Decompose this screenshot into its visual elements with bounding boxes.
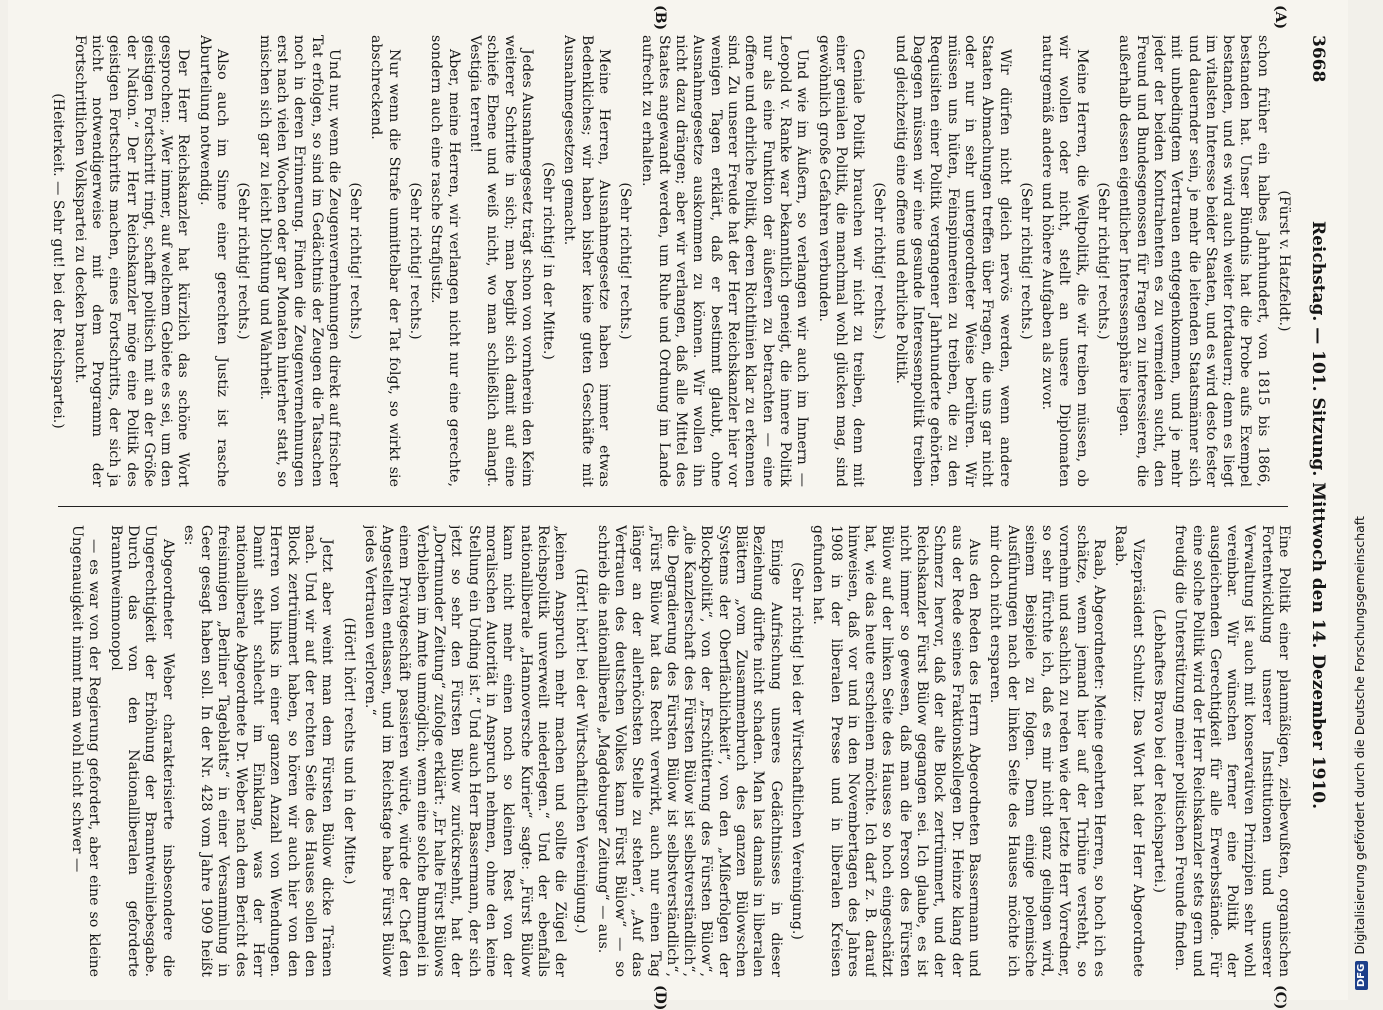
margin-mark-c: (C) [1272,985,1288,1010]
credit-text: Digitalisierung gefördert durch die Deutsche Forschungsgemeinschaft [1352,516,1367,955]
paragraph: Also auch im Sinne einer gerechten Justiz ist rasche Aburteilung notwendig. [196,35,231,487]
paragraph: (Hört! hört! rechts und in der Mitte.) [340,617,357,885]
margin-mark-b: (B) [652,5,668,31]
paragraph: Wir dürfen nicht gleich nervös werden, wenn andere Staaten Abmachungen treffen über Fragen, die uns gar nicht oder nur in sehr untergeordneter Weise berühren. Wir müssen uns hüten, Feinspinnereien zu treiben, die zu den Requisiten einer Politik vergangener Jahrhunderte gehörten. Dagegen müssen wir eine gesunde Interessenpolitik treiben und gleichzeitig eine offene und ehrliche Politik. [892,35,1013,487]
paragraph: (Sehr richtig! rechts.) [235,182,252,340]
paragraph: Und nur, wenn die Zeugenvernehmungen direkt auf frischer Tat erfolgen, so sind im Gedächtnis der Zeugen die Tatsachen noch in deren Erinnerung. Finden die Zeugenvernehmungen erst nach vielen Wochen oder gar Monaten hinterher statt, so mischen sich gar zu leicht Dichtung und Wahrheit. [256,35,342,487]
paragraph: Jedes Ausnahmegesetz trägt schon von vornherein den Keim weiterer Schritte in sich; man begibt sich damit auf eine schiefe Ebene und weiß nicht, wo man schließlich anlangt. Vestigia terrent! [466,35,535,487]
paragraph: Meine Herren, die Weltpolitik, die wir treiben müssen, ob wir wollen oder nicht, stellt an unsere Diplomaten naturgemäß andere und höhere Aufgaben als zuvor. [1039,35,1090,487]
margin-mark-a: (A) [1272,5,1288,30]
paragraph: Geniale Politik brauchen wir nicht zu treiben, denn mit einer genialen Politik, die manchmal wohl glücken mag, sind gewöhnlich große Gefahren verbunden. [815,35,867,487]
paragraph: (Sehr richtig! rechts.) [617,182,634,340]
dfg-logo: DFG [1355,961,1368,990]
paragraph: Eine Politik einer planmäßigen, zielbewußten, organischen Fortentwicklung unserer Institutionen und unserer Verwaltung ist auch mit konservativen Prinzipien sehr wohl vereinbar. Wir wünschen ferner eine Politik der ausgleichenden Gerechtigkeit für alle Erwerbsstände. Für eine solche Politik wird der Herr Reichskanzler stets gern und freudig die Unterstützung meiner politischen Freunde finden. [1172,525,1292,977]
page-number: 3668 [1308,35,1328,83]
paragraph: Nur wenn die Strafe unmittelbar der Tat folgt, so wirkt sie abschreckend. [368,35,402,487]
page-header [1298,35,1328,995]
paragraph: (Hört! hört! bei der Wirtschaftlichen Vereinigung.) [573,568,590,934]
paragraph: Meine Herren, Ausnahmegesetze haben immer etwas Bedenkliches; wir haben bisher keine guten Geschäfte mit Ausnahmegesetzen gemacht. [561,35,613,487]
right-text-column [42,525,1292,977]
paragraph: Aber, meine Herren, wir verlangen nicht nur eine gerechte, sondern auch eine rasche Strafjustiz. [428,35,462,487]
paragraph: — es war von der Regierung gefordert, aber eine so kleine Ungenauigkeit nimmt man wohl nicht schwer — [69,525,103,977]
paragraph: Einige Aufrischung unseres Gedächtnisses in dieser Beziehung dürfte nicht schaden. Man las damals in liberalen Blättern „vom Zusammenbruch des ganzen Bülowschen Systems der Oberflächlichkeit“, von den „Mißerfolgen der Blockpolitik“, von der „Erschütterung des Fürsten Bülow“, „die Kanzlerschaft des Fürsten Bülow ist selbstverständlich“, die Degradierung des Fürsten Bülow ist selbstverständlich“, „Fürst Bülow hat das Recht verwirkt, auch nur einen Tag länger an der allerhöchsten Stelle zu stehen“, „Auf das Vertrauen des deutschen Volkes kann Fürst Bülow“ — so schrieb die nationalliberale „Magdeburger Zeitung“ — aus. [594,525,784,977]
left-text-column [42,35,1292,487]
digitization-credit [1352,0,1374,990]
paragraph: Aus den Reden des Herrn Abgeordneten Bassermann und aus der Rede seines Fraktionskollegen Dr. Heinze klang der Schmerz hervor, daß der alte Block zertrümmert, und der Reichskanzler Fürst Bülow gegangen sei. Ich glaube, es ist nicht immer so gewesen, daß man die Person des Fürsten Bülow auf der linken Seite des Hauses so hoch eingeschätzt hat, wie das heute erscheinen möchte. Ich darf z. B. darauf hinweisen, daß vor und in den Novembertagen des Jahres 1908 in der liberalen Presse und in liberalen Kreisen gefunden hat. [810,525,982,977]
paragraph: (Sehr richtig! in der Mitte.) [540,162,557,360]
paragraph: „keinen Anspruch mehr machen und sollte die Zügel der Reichspolitik unverweilt niederlegen.“ Und der ebenfalls nationalliberale „Hannoversche Kurier“ sagte: „Fürst Bülow kann nicht mehr einen noch so kleinen Rest von der moralischen Autorität in Anspruch nehmen, ohne den keine Stellung ein Unding ist.“ Und auch Herr Bassermann, der sich jetzt so sehr den Fürsten Bülow zurückrsehnt, hat der „Dortmunder Zeitung“ zufolge erklärt: „Er halte Fürst Bülows Verbleiben im Amte unmöglich; wenn eine solche Bummelei in einem Privatgeschäft passieren würde, würde der Chef den Angestellten entlassen, und im Reichstage habe Fürst Bülow jedes Vertrauen verloren.“ [361,525,569,977]
paragraph: Vizepräsident Schultz: Das Wort hat der Herr Abgeordnete Raab. [1112,525,1146,977]
paragraph: schon früher ein halbes Jahrhundert, von 1815 bis 1866, bestanden hat. Unser Bündnis hat die Probe aufs Exempel bestanden, und es wird auch weiter fortdauern; denn es liegt im vitalsten Interesse beider Staaten, und es wird desto fester und dauernder sein, je mehr die leitenden Staatsmänner sich mit unbedingtem Vertrauen entgegenkommen, und je mehr jeder der beiden Kontrahenten es zu vermeiden sucht, den Freund und Bundesgenossen für Fragen zu interessieren, die außerhalb dessen eigentlicher Interessensphäre liegen. [1116,35,1271,487]
paragraph: Und wie im Äußern, so verlangen wir auch im Innern — Leopold v. Ranke war bekanntlich geneigt, die innere Politik nur als eine Funktion der äußeren zu betrachten — eine offene und ehrliche Politik, deren Richtlinien klar zu erkennen sind. Zu unserer Freude hat der Herr Reichskanzler hier vor wenigen Tagen erklärt, daß er bestimmt glaubt, ohne Ausnahmegesetze auskommen zu können. Wir wollen ihn nicht dazu drängen; aber wir verlangen, daß alle Mittel des Staates angewandt werden, um Ruhe und Ordnung im Lande aufrecht zu erhalten. [638,35,811,487]
rotated-page-content [28,5,1328,1010]
running-title: Reichstag. — 101. Sitzung. Mittwoch den 14. Dezember 1910. [1308,220,1328,810]
paragraph: Jetzt aber weint man dem Fürsten Bülow dicke Tränen nach. Und wir auf der rechten Seite des Hauses sollen den Block zertrümmert haben, so hören wir auch hier von den Herren von links in einer ganzen Anzahl von Wendungen. Damit steht schlecht im Einklang, was der Herr nationalliberale Abgeordnete Dr. Weber nach dem Bericht des freisinnigen „Berliner Tageblatts“ in einer Versammlung in Geer gesagt haben soll. In der Nr. 428 vom Jahre 1909 heißt es: [180,525,336,977]
paragraph: Der Herr Reichskanzler hat kürzlich das schöne Wort gesprochen: „Wer immer, auf welchem Gebiete es sei, um den geistigen Fortschritt ringt, schafft politisch mit an der Größe der Nation.“ Der Herr Reichskanzler möge eine Politik des geistigen Fortschritts machen, eines Fortschritts, der sich ja nicht notwendigerweise mit dem Programm der Fortschrittlichen Volkspartei zu decken braucht. [71,35,192,487]
paragraph: (Sehr richtig! rechts.) [347,182,364,340]
paragraph: (Sehr richtig! rechts.) [871,182,888,340]
paragraph: (Lebhaftes Bravo bei der Reichspartei.) [1150,608,1167,894]
scanned-page [8,0,1348,1010]
paragraph: Abgeordneter Weber charakterisierte insbesondere die Ungerechtigkeit der Erhöhung der Branntweinliebesgabe. Durch das von den Nationalliberalen geforderte Branntweinmonopol [107,525,176,977]
paragraph: (Sehr richtig! rechts.) [1095,182,1112,340]
column-divider [58,506,1288,507]
margin-mark-d: (D) [652,985,668,1010]
paragraph: (Heiterkeit. — Sehr gut! bei der Reichspartei.) [50,93,67,429]
paragraph: Raab, Abgeordneter: Meine geehrten Herren, so hoch ich es schätze, wenn jemand hier auf der Tribüne versteht, so vornehm und sachlich zu reden wie der letzte Herr Vorredner, so sehr fürchte ich, daß es mir nicht ganz gelingen wird, seinem Beispiele zu folgen. Denn einige polemische Ausführungen nach der linken Seite des Hauses möchte ich mir doch nicht ersparen. [987,525,1108,977]
paragraph: (Sehr richtig! rechts.) [407,182,424,340]
paragraph: (Sehr richtig! bei der Wirtschaftlichen Vereinigung.) [788,562,805,940]
paragraph: (Sehr richtig! rechts.) [1017,182,1034,340]
paragraph: (Fürst v. Hatzfeldt.) [1276,190,1292,332]
